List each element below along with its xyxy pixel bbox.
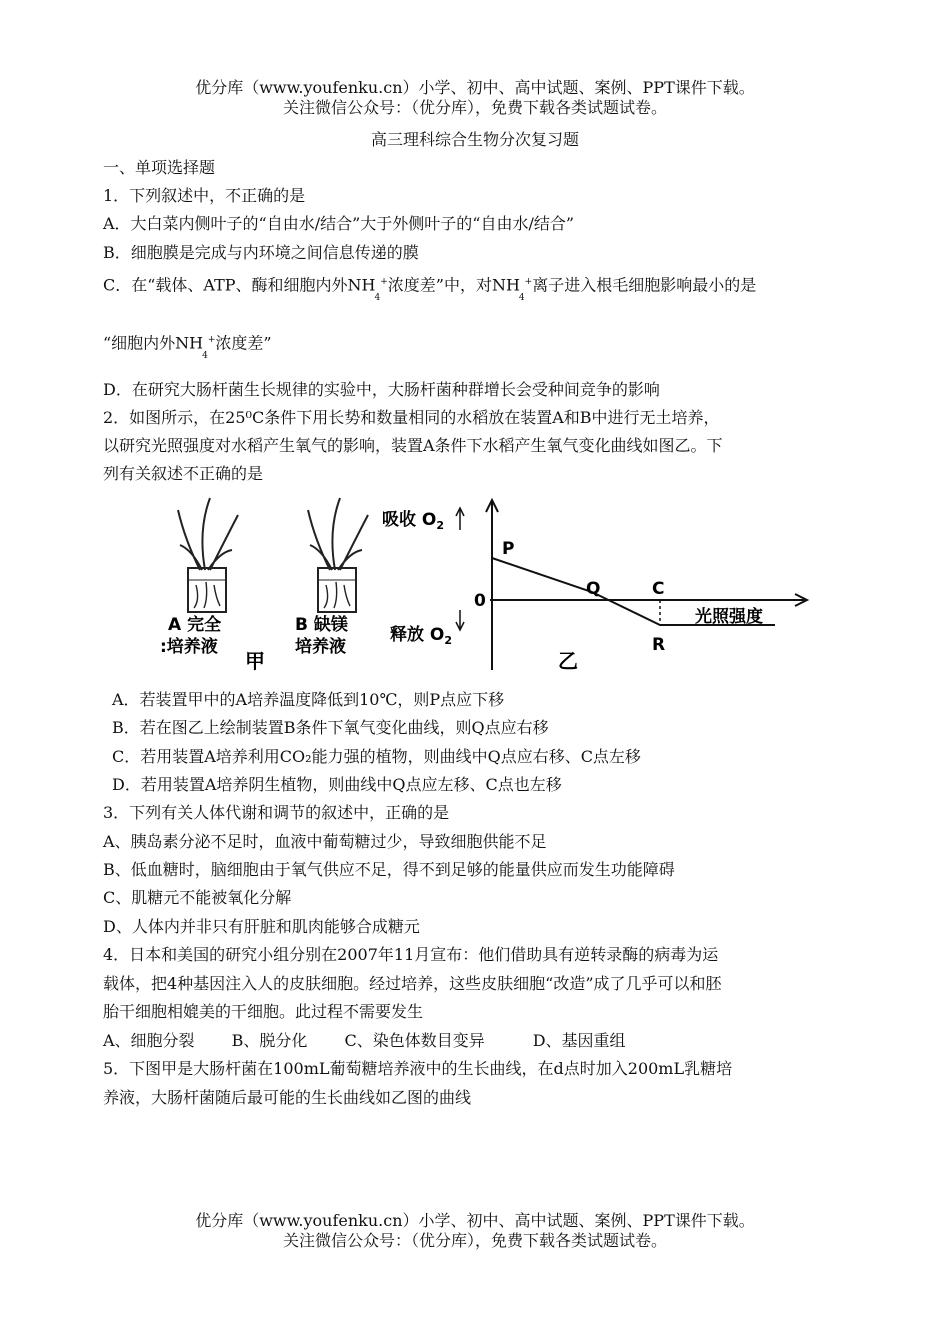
jar-a	[178, 498, 238, 612]
point-p-label: P	[502, 539, 515, 559]
header-line-2: 关注微信公众号：（优分库），免费下载各类试题试卷。	[282, 98, 667, 117]
q1-option-c-text-1: C．在“载体、ATP、酶和细胞内外NH	[103, 275, 376, 295]
q1-option-c	[103, 272, 757, 304]
jar-b-label-1: B 缺镁	[295, 615, 348, 635]
absorb-text: 吸收 O	[382, 510, 437, 530]
q5-stem-line-2: 养液，大肠杆菌随后最可能的生长曲线如乙图的曲线	[103, 1088, 472, 1107]
footer-line-1: 优分库（www.youfenku.cn）小学、初中、高中试题、案例、PPT课件下载。	[195, 1211, 755, 1230]
header-line-1: 优分库（www.youfenku.cn）小学、初中、高中试题、案例、PPT课件下载。	[195, 78, 755, 97]
figure-label-jia: 甲	[245, 649, 265, 673]
nh4-subscript: 4	[374, 293, 381, 304]
nh4-subscript: 4	[202, 351, 208, 362]
q1-option-c-text-3: 离子进入根毛细胞影响最小的是	[532, 275, 757, 295]
q2-option-d: D．若用装置A培养阴生植物，则曲线中Q点应左移、C点也左移	[112, 775, 562, 794]
figure-label-yi: 乙	[558, 649, 578, 673]
jar-a-label-1: A 完全	[168, 615, 222, 635]
q1-option-c-text-2: 浓度差”中，对NH	[387, 275, 520, 295]
q3-option-c: C、肌糖元不能被氧化分解	[103, 888, 292, 907]
q2-option-b: B．若在图乙上绘制装置B条件下氧气变化曲线，则Q点应右移	[112, 718, 549, 737]
q2-option-c: C．若用装置A培养利用CO₂能力强的植物，则曲线中Q点应右移、C点左移	[112, 747, 641, 766]
q1-option-d: D．在研究大肠杆菌生长规律的实验中，大肠杆菌种群增长会受种间竞争的影响	[103, 380, 660, 399]
q2-stem-line-2: 以研究光照强度对水稻产生氧气的影响，装置A条件下水稻产生氧气变化曲线如图乙。下	[103, 436, 723, 455]
release-label	[390, 624, 452, 647]
q2-option-a: A．若装置甲中的A培养温度降低到10℃，则P点应下移	[112, 690, 505, 709]
q4-stem-line-3: 胎干细胞相媲美的干细胞。此过程不需要发生	[103, 1002, 424, 1021]
q1-option-b: B．细胞膜是完成与内环境之间信息传递的膜	[103, 243, 419, 262]
absorb-label	[382, 509, 444, 532]
x-axis-label: 光照强度	[695, 607, 763, 627]
q4-options: A、细胞分裂 B、脱分化 C、染色体数目变异 D、基因重组	[103, 1031, 626, 1050]
page-title: 高三理科综合生物分次复习题	[370, 130, 579, 149]
release-text: 释放 O	[390, 625, 445, 645]
origin-label: 0	[474, 591, 486, 611]
q4-stem-line-1: 4．日本和美国的研究小组分别在2007年11月宣布：他们借助具有逆转录酶的病毒为运	[103, 945, 719, 964]
q3-option-a: A、胰岛素分泌不足时，血液中葡萄糖过少，导致细胞供能不足	[103, 832, 547, 851]
absorb-o2-sub: 2	[436, 519, 445, 532]
nh4-subscript: 4	[518, 293, 525, 304]
q3-stem: 3．下列有关人体代谢和调节的叙述中，正确的是	[103, 803, 450, 822]
q1-option-c-continued	[103, 330, 272, 362]
q4-stem-line-2: 载体，把4种基因注入人的皮肤细胞。经过培养，这些皮肤细胞“改造”成了几乎可以和胚	[103, 974, 722, 993]
q2-figure	[150, 490, 810, 680]
nh4-charge: +	[207, 335, 216, 345]
q3-option-d: D、人体内并非只有肝脏和肌肉能够合成糖元	[103, 917, 420, 936]
q2-stem-line-1: 2．如图所示，在25⁰C条件下用长势和数量相同的水稻放在装置A和B中进行无土培养，	[103, 408, 720, 427]
jar-a-label-2: :培养液	[160, 637, 218, 657]
q1-option-c-text-4: “细胞内外NH	[103, 333, 204, 353]
q5-stem-line-1: 5．下图甲是大肠杆菌在100mL葡萄糖培养液中的生长曲线，在d点时加入200mL乳糖培	[103, 1059, 733, 1078]
point-c-label: C	[652, 579, 665, 599]
point-q-label: Q	[586, 579, 601, 599]
footer-line-2: 关注微信公众号：（优分库），免费下载各类试题试卷。	[282, 1231, 667, 1250]
jar-b	[308, 498, 368, 612]
point-r-label: R	[652, 635, 666, 655]
release-o2-sub: 2	[444, 634, 453, 647]
nh4-charge: +	[380, 277, 388, 287]
section-heading: 一、单项选择题	[103, 158, 216, 177]
q1-option-a: A．大白菜内侧叶子的“自由水/结合”大于外侧叶子的“自由水/结合”	[103, 214, 575, 233]
nh4-charge: +	[524, 277, 533, 287]
q3-option-b: B、低血糖时，脑细胞由于氧气供应不足，得不到足够的能量供应而发生功能障碍	[103, 860, 675, 879]
jar-b-label-2: 培养液	[295, 637, 346, 657]
q1-stem: 1．下列叙述中，不正确的是	[103, 186, 306, 205]
q2-stem-line-3: 列有关叙述不正确的是	[103, 464, 264, 483]
q1-option-c-text-5: 浓度差”	[215, 333, 272, 353]
